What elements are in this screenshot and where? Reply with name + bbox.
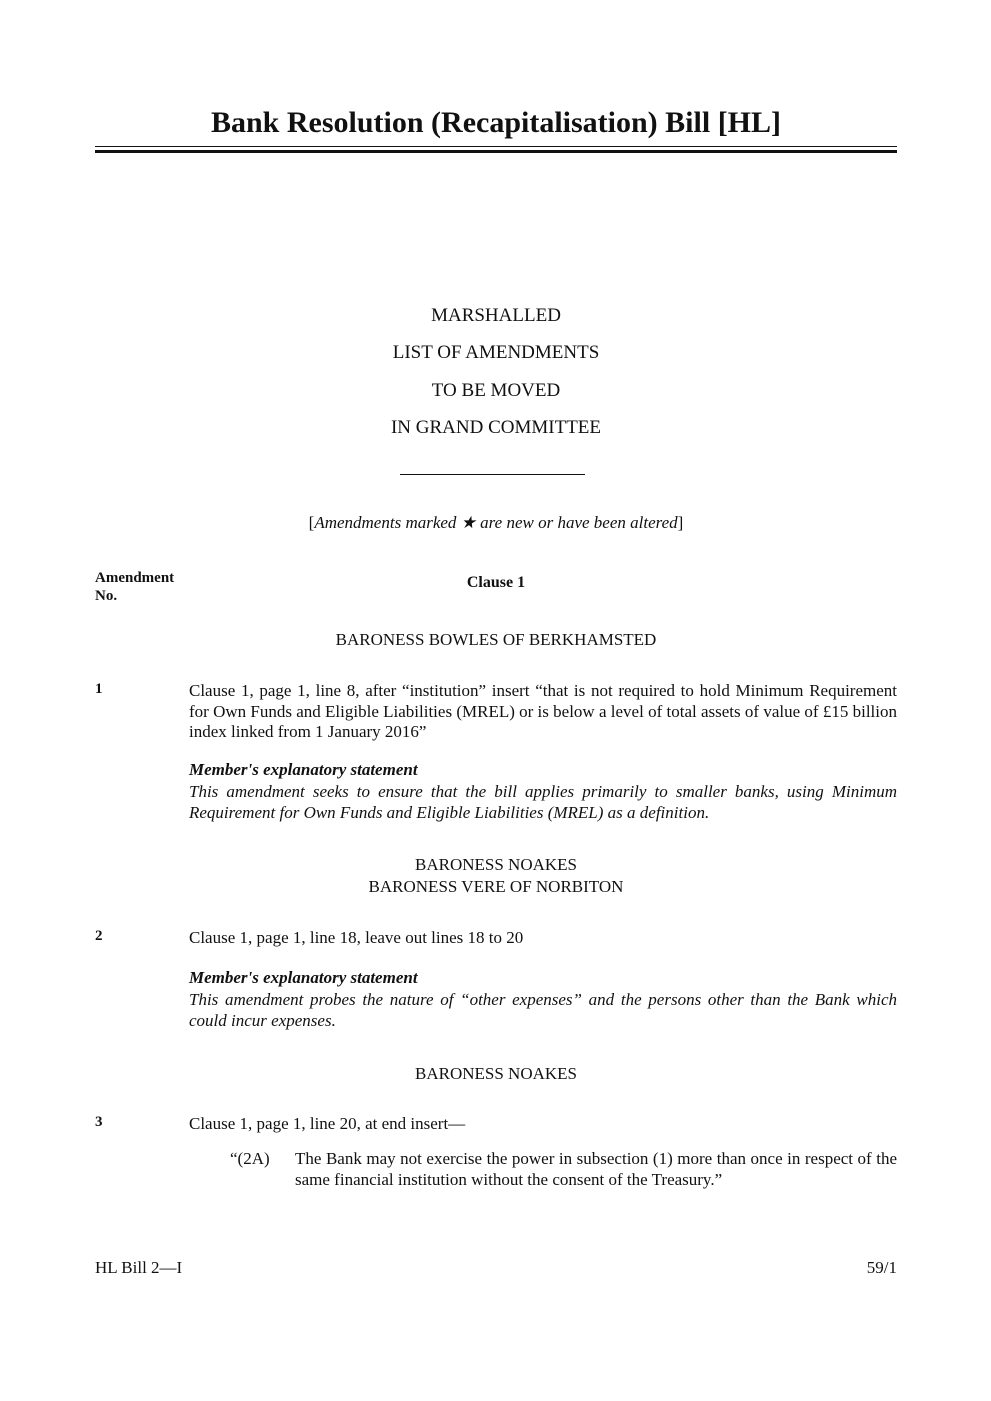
member-name: BARONESS BOWLES OF BERKHAMSTED: [335, 630, 657, 649]
title-rule-thin: [95, 146, 897, 147]
cover-line-2: LIST OF AMENDMENTS: [392, 342, 600, 363]
amendment-number: 1: [95, 681, 103, 697]
subsection-label: “(2A): [230, 1149, 270, 1168]
member-name: BARONESS NOAKES: [415, 855, 577, 874]
note-bracket-close: ]: [677, 513, 684, 532]
explanatory-statement: This amendment seeks to ensure that the bill applies primarily to smaller banks, using Minimum Requirement for Own Funds and Eligible Liabilities (MREL) as a definition.: [189, 782, 897, 822]
explanatory-statement-heading: Member's explanatory statement: [189, 968, 418, 987]
clause-heading: Clause 1: [466, 574, 526, 591]
cover-line-1: MARSHALLED: [431, 305, 561, 326]
amendment-no-label: Amendment: [95, 570, 175, 586]
member-name: BARONESS NOAKES: [415, 1064, 577, 1083]
amendment-note: [95, 513, 897, 533]
amendment-text: Clause 1, page 1, line 18, leave out lines 18 to 20: [189, 928, 524, 947]
title-rule-thick: [95, 150, 897, 153]
cover-line-3: TO BE MOVED: [431, 380, 561, 401]
explanatory-statement-heading: Member's explanatory statement: [189, 760, 418, 779]
note-bracket-open: [: [308, 513, 315, 532]
divider-rule: [400, 474, 585, 475]
footer-page-ref: 59/1: [866, 1258, 897, 1277]
amendment-text: Clause 1, page 1, line 8, after “institution” insert “that is not required to hold Minimum Requirement for Own Funds and Eligible Liabilities (MREL) or is below a level of total assets of value of £15 billion index linked from 1 January 2016”: [189, 681, 897, 741]
amendment-text: Clause 1, page 1, line 20, at end insert—: [189, 1114, 466, 1133]
bill-title: Bank Resolution (Recapitalisation) Bill [HL]: [210, 106, 782, 139]
amendment-number: 2: [95, 928, 103, 944]
explanatory-statement: This amendment probes the nature of “other expenses” and the persons other than the Bank which could incur expenses.: [189, 990, 897, 1030]
amendment-no-label-2: No.: [95, 588, 118, 604]
cover-line-4: IN GRAND COMMITTEE: [390, 417, 602, 438]
footer-bill-ref: HL Bill 2—I: [95, 1258, 183, 1277]
member-name: BARONESS VERE OF NORBITON: [368, 877, 624, 896]
amendment-number: 3: [95, 1114, 103, 1130]
subsection-text: The Bank may not exercise the power in subsection (1) more than once in respect of the same financial institution without the consent of the Treasury.”: [295, 1149, 897, 1189]
note-text: Amendments marked ★ are new or have been altered: [314, 513, 678, 532]
